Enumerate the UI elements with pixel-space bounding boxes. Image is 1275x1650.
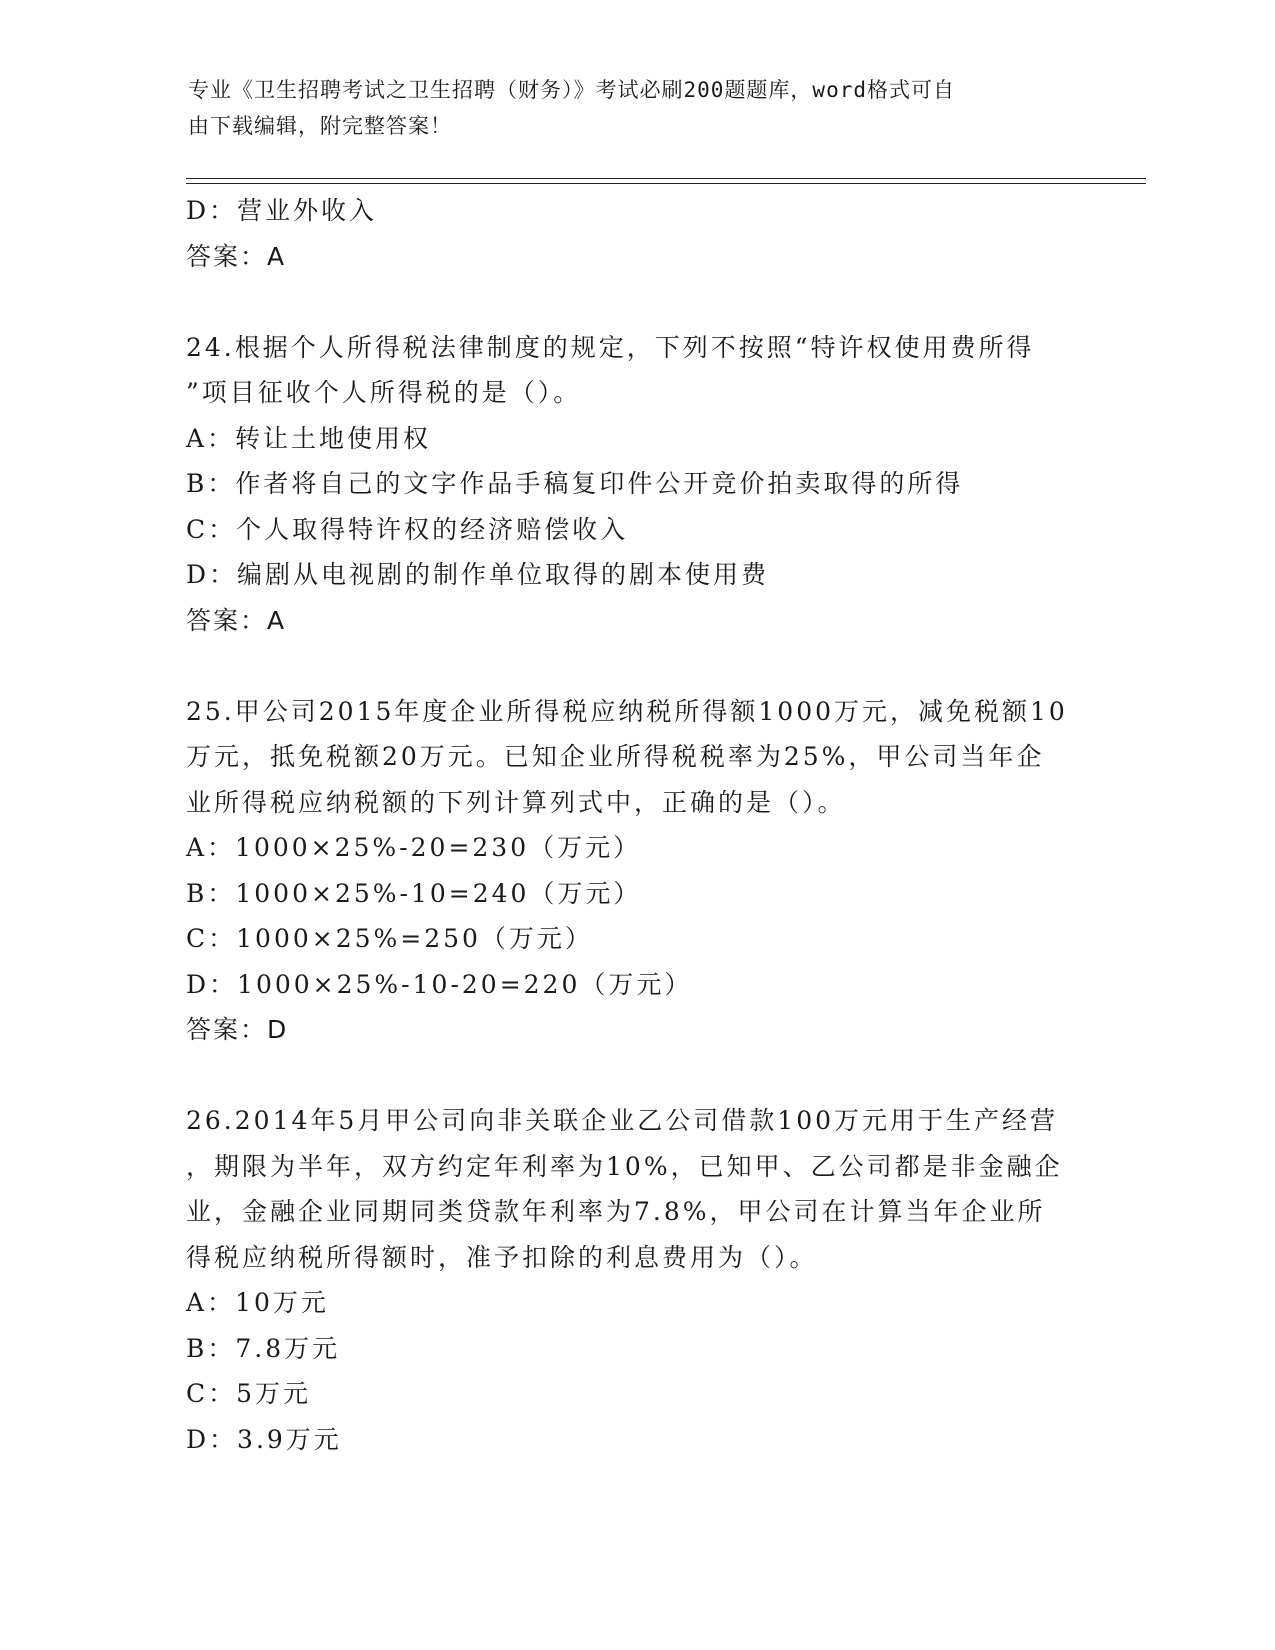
q26-stem-line-3: 业，金融企业同期同类贷款年利率为7.8%，甲公司在计算当年企业所 [186,1197,1046,1226]
q26-stem-line-2: ，期限为半年，双方约定年利率为10%，已知甲、乙公司都是非金融企 [186,1151,1063,1181]
q25-answer: 答案：D [186,1015,289,1044]
prev-answer: 答案：A [186,241,287,271]
q26-stem-line-4: 得税应纳税所得额时，准予扣除的利息费用为（）。 [186,1242,818,1272]
q25-option-d: D：1000×25%-10-20=220（万元） [186,969,693,999]
q26-stem-line-1: 26.2014年5月甲公司向非关联企业乙公司借款100万元用于生产经营 [186,1106,1059,1135]
question-25 [186,689,1086,1053]
prev-option-d: D：营业外收入 [186,196,378,225]
q24-option-b: B：作者将自己的文字作品手稿复印件公开竞价拍卖取得的所得 [186,469,964,498]
q24-option-a: A：转让土地使用权 [186,423,432,453]
header-line-2: 由下载编辑，附完整答案！ [188,114,452,138]
q26-option-b: B：7.8万元 [186,1333,341,1363]
spacer [186,279,1086,325]
question-24 [186,325,1086,644]
q25-stem-line-3: 业所得税应纳税额的下列计算列式中，正确的是（）。 [186,787,846,817]
q26-option-a: A：10万元 [186,1288,329,1317]
q24-stem-line-2: ”项目征收个人所得税的是（）。 [186,378,582,407]
document-body [186,188,1086,1462]
header-rule-bottom [186,183,1146,184]
q25-stem-line-1: 25.甲公司2015年度企业所得税应纳税所得额1000万元，减免税额10 [186,696,1068,726]
question-26 [186,1098,1086,1462]
spacer [186,643,1086,689]
spacer [186,1053,1086,1099]
header-line-1: 专业《卫生招聘考试之卫生招聘（财务）》考试必刷200题题库，word格式可自 [188,78,955,102]
q24-option-d: D：编剧从电视剧的制作单位取得的剧本使用费 [186,560,770,589]
q25-stem-line-2: 万元，抵免税额20万元。已知企业所得税税率为25%，甲公司当年企 [186,742,1045,771]
header-rule-top [186,178,1146,179]
q25-option-b: B：1000×25%-10=240（万元） [186,878,642,908]
q26-option-d: D：3.9万元 [186,1424,342,1454]
document-header [188,72,1068,144]
q24-stem-line-1: 24.根据个人所得税法律制度的规定，下列不按照“特许权使用费所得 [186,332,1035,362]
q25-option-a: A：1000×25%-20=230（万元） [186,833,642,862]
q25-option-c: C：1000×25%=250（万元） [186,924,593,953]
q24-option-c: C：个人取得特许权的经济赔偿收入 [186,514,629,544]
q26-option-c: C：5万元 [186,1379,312,1408]
q24-answer: 答案：A [186,605,287,635]
